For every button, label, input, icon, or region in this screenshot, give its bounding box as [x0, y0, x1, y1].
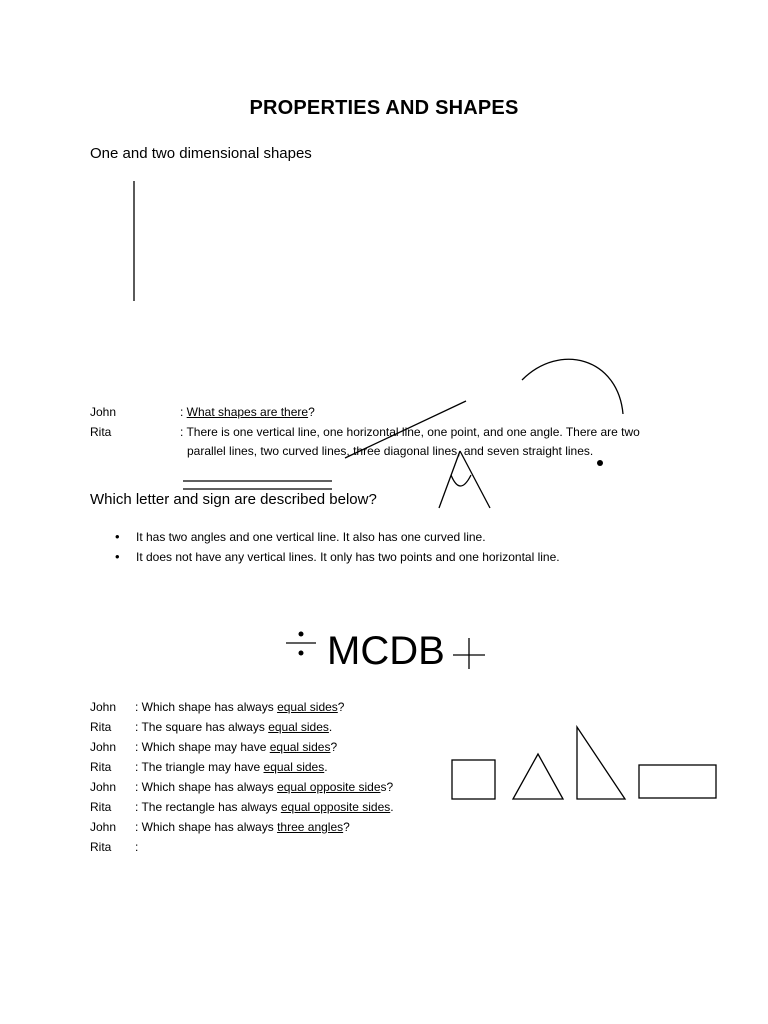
dialog1-line-rita-2: parallel lines, two curved lines, three diagonal lines, and seven straight lines.	[187, 444, 594, 458]
curved-arc	[522, 359, 623, 414]
point-dot	[597, 460, 603, 466]
dialog2-line: : The square has always equal sides.	[135, 720, 333, 734]
dialog1-speaker-rita: Rita	[90, 425, 112, 439]
dialog2-speaker: John	[90, 820, 117, 834]
list-item: • It has two angles and one vertical line. It also has one curved line.	[90, 527, 560, 547]
list-item: • It does not have any vertical lines. It only has two points and one horizontal line.	[90, 547, 560, 567]
dialog2-line: : Which shape has always equal sides?	[135, 700, 345, 714]
dialog1-line-john: : What shapes are there?	[180, 405, 315, 419]
dialog2-speaker: John	[90, 780, 117, 794]
section-heading-letter-and-sign: Which letter and sign are described below?	[90, 491, 377, 508]
dialog1-speaker-john: John	[90, 405, 117, 419]
right-triangle-shape	[577, 727, 625, 799]
dialog2-speaker: John	[90, 740, 117, 754]
page-title: PROPERTIES AND SHAPES	[249, 97, 519, 119]
dialog2-speaker: Rita	[90, 720, 112, 734]
dialog2-line: : The rectangle has always equal opposite sides.	[135, 800, 394, 814]
letters-mcdb: MCDB	[327, 629, 445, 673]
angle-arc	[451, 475, 471, 486]
equilateral-triangle-shape	[513, 754, 563, 799]
dialog2-speaker: Rita	[90, 760, 112, 774]
dialog1-line-rita-1: : There is one vertical line, one horizontal line, one point, and one angle. There are two	[180, 425, 640, 439]
dialog2-speaker: Rita	[90, 840, 112, 854]
clue-list	[90, 527, 560, 567]
dialog2-line: : Which shape has always three angles?	[135, 820, 350, 834]
dialog2-line: : Which shape may have equal sides?	[135, 740, 338, 754]
dialog2-speaker: Rita	[90, 800, 112, 814]
underlined-question: What shapes are there	[186, 405, 309, 419]
dialog2-speaker: John	[90, 700, 117, 714]
section-heading-dimensional-shapes: One and two dimensional shapes	[90, 145, 312, 162]
dialog2-line: :	[135, 840, 139, 854]
square-shape	[452, 760, 495, 799]
division-dot-bottom	[299, 651, 304, 656]
division-dot-top	[299, 632, 304, 637]
angle-left-leg	[439, 451, 460, 508]
rectangle-shape	[639, 765, 716, 798]
angle-right-leg	[460, 451, 490, 508]
dialog2-line: : The triangle may have equal sides.	[135, 760, 328, 774]
dialog2-line: : Which shape has always equal opposite sides?	[135, 780, 394, 794]
